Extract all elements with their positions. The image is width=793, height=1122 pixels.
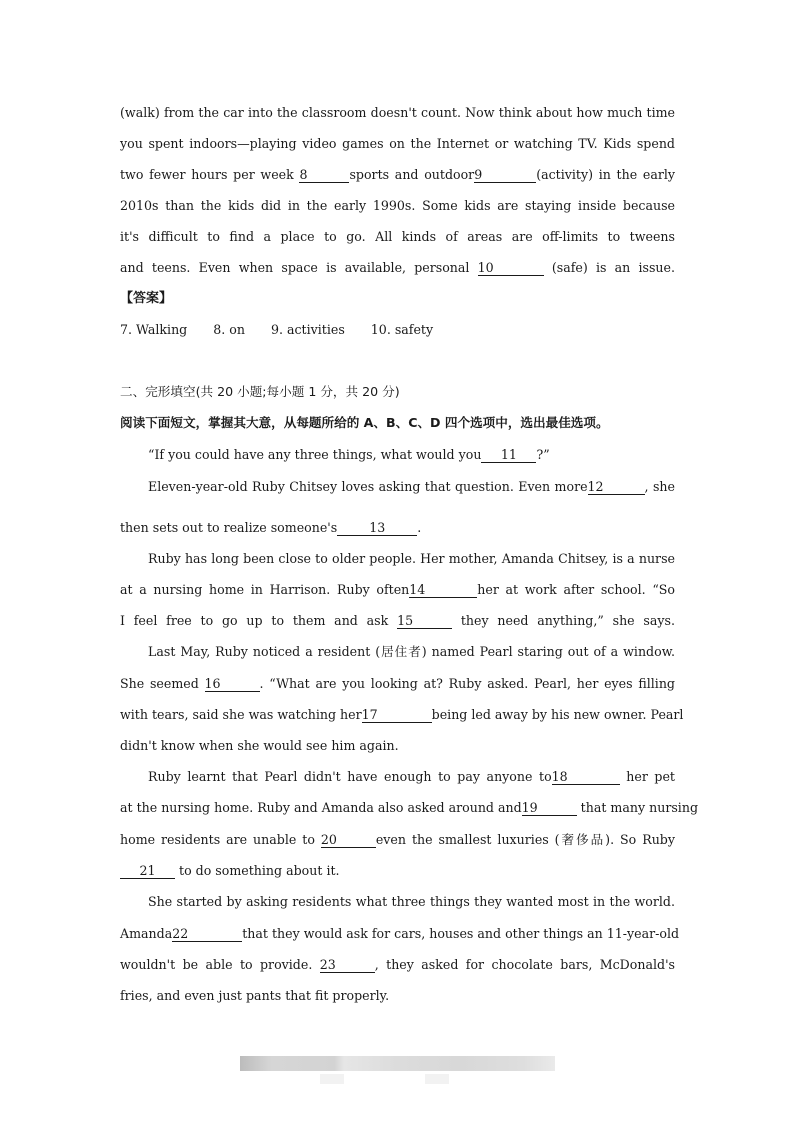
text: wouldn't be able to provide. — [120, 957, 320, 972]
blank-18: 18 — [552, 770, 620, 785]
blank-12: 12 — [588, 480, 645, 495]
passage-line: it's difficult to find a place to go. All kinds of areas are off-limits to tweens — [120, 229, 675, 244]
answer-item: 10. safety — [370, 322, 434, 337]
cloze-line — [120, 613, 675, 629]
text: Amanda — [120, 926, 173, 941]
text: Ruby learnt that Pearl didn't have enough to pay anyone to — [148, 769, 552, 784]
blank-11: 11 — [481, 448, 536, 463]
answer-heading: 【答案】 — [120, 291, 173, 306]
text: at the nursing home. Ruby and Amanda also asked around and — [120, 800, 522, 815]
passage-line: 2010s than the kids did in the early 1990s. Some kids are staying inside because — [120, 198, 675, 213]
text: to do something about it. — [175, 863, 340, 878]
text: that many nursing — [576, 800, 699, 815]
cloze-line — [120, 447, 675, 463]
passage-line — [120, 167, 675, 183]
section-title: 二、完形填空(共 20 小题;每小题 1 分，共 20 分) — [120, 384, 400, 399]
text: , they asked for chocolate bars, McDonald's — [374, 957, 675, 972]
cloze-line — [120, 479, 675, 495]
blank-16: 16 — [205, 677, 260, 692]
text: two fewer hours per week — [120, 167, 300, 182]
cloze-line: Ruby has long been close to older people. Her mother, Amanda Chitsey, is a nurse — [148, 551, 675, 566]
text: (safe) is an issue. — [543, 260, 675, 275]
text: and teens. Even when space is available, personal — [120, 260, 478, 275]
cloze-line — [120, 832, 675, 848]
answer-item: 8. on — [213, 322, 245, 337]
blurred-footer-mark — [425, 1074, 449, 1084]
blurred-footer — [240, 1056, 555, 1071]
blank-9: 9 — [474, 168, 536, 183]
blurred-footer-mark — [320, 1074, 344, 1084]
cloze-line — [120, 676, 675, 692]
passage-line: (walk) from the car into the classroom doesn't count. Now think about how much time — [120, 105, 675, 120]
text: (activity) in the early — [536, 167, 675, 182]
cloze-line — [120, 769, 675, 785]
answer-item: 9. activities — [270, 322, 345, 337]
passage-line: you spent indoors—playing video games on the Internet or watching TV. Kids spend — [120, 136, 675, 151]
cloze-line: Last May, Ruby noticed a resident (居住者) named Pearl staring out of a window. — [148, 644, 675, 659]
text: “If you could have any three things, what would you — [148, 447, 482, 462]
text: . — [417, 520, 422, 535]
text: her at work after school. “So — [477, 582, 675, 597]
blank-13: 13 — [337, 521, 417, 536]
answer-list — [120, 322, 675, 338]
text: being led away by his new owner. Pearl — [431, 707, 684, 722]
answer-item: 7. Walking — [120, 322, 188, 337]
cloze-line — [120, 863, 675, 879]
text: with tears, said she was watching her — [120, 707, 362, 722]
text: at a nursing home in Harrison. Ruby often — [120, 582, 410, 597]
text: Eleven-year-old Ruby Chitsey loves asking that question. Even more — [148, 479, 588, 494]
cloze-line — [120, 926, 680, 942]
text: I feel free to go up to them and ask — [120, 613, 398, 628]
cloze-line: She started by asking residents what three things they wanted most in the world. — [148, 894, 675, 909]
blank-21: 21 — [120, 864, 175, 879]
blank-23: 23 — [320, 958, 375, 973]
blank-17: 17 — [362, 708, 432, 723]
section-instruction: 阅读下面短文，掌握其大意，从每题所给的 A、B、C、D 四个选项中，选出最佳选项。 — [120, 415, 609, 430]
text: that they would ask for cars, houses and other things an 11-year-old — [242, 926, 680, 941]
text: ?” — [536, 447, 550, 462]
cloze-line — [120, 582, 675, 598]
blank-14: 14 — [409, 583, 477, 598]
text: even the smallest luxuries (奢侈品). So Ruby — [375, 832, 675, 847]
text: home residents are unable to — [120, 832, 321, 847]
text: sports and outdoor — [349, 167, 475, 182]
text: they need anything,” she says. — [452, 613, 675, 628]
cloze-line — [120, 520, 675, 536]
text: . “What are you looking at? Ruby asked. Pearl, her eyes filling — [259, 676, 675, 691]
blank-10: 10 — [478, 261, 544, 276]
blank-22: 22 — [172, 927, 242, 942]
blank-20: 20 — [321, 833, 376, 848]
text: , she — [644, 479, 675, 494]
text: her pet — [619, 769, 675, 784]
cloze-line — [120, 957, 675, 973]
passage-line — [120, 260, 675, 276]
cloze-line — [120, 707, 684, 723]
blank-19: 19 — [522, 801, 577, 816]
cloze-line — [120, 800, 699, 816]
blank-8: 8 — [299, 168, 349, 183]
text: then sets out to realize someone's — [120, 520, 338, 535]
cloze-line: fries, and even just pants that fit properly. — [120, 988, 390, 1003]
cloze-line: didn't know when she would see him again. — [120, 738, 399, 753]
text: She seemed — [120, 676, 205, 691]
blank-15: 15 — [397, 614, 452, 629]
